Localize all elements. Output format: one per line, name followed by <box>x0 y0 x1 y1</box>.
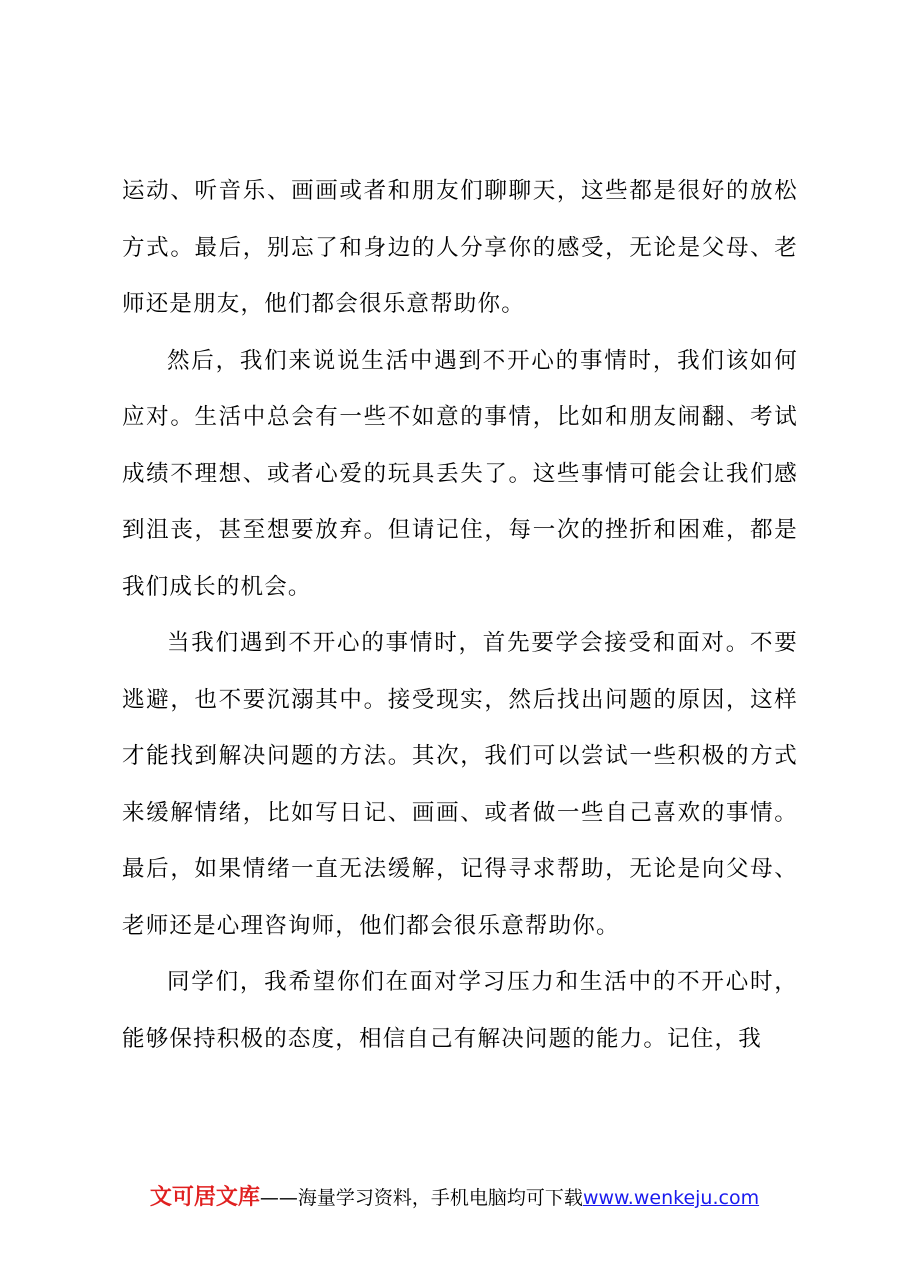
paragraph-2: 然后，我们来说说生活中遇到不开心的事情时，我们该如何应对。生活中总会有一些不如意的事情，比如和朋友闹翻、考试成绩不理想、或者心爱的玩具丢失了。这些事情可能会让我们感到沮丧，甚至想要放弃。但请记住，每一次的挫折和困难，都是我们成长的机会。 <box>122 347 798 600</box>
paragraph-4: 同学们，我希望你们在面对学习压力和生活中的不开心时，能够保持积极的态度，相信自己有解决问题的能力。记住，我 <box>122 969 798 1052</box>
footer-brand: 文可居文库 <box>149 1185 260 1210</box>
footer-link[interactable]: www.wenkeju.com <box>582 1187 760 1209</box>
paragraph-3: 当我们遇到不开心的事情时，首先要学会接受和面对。不要逃避，也不要沉溺其中。接受现实，然后找出问题的原因，这样才能找到解决问题的方法。其次，我们可以尝试一些积极的方式来缓解情绪，比如写日记、画画、或者做一些自己喜欢的事情。最后，如果情绪一直无法缓解，记得寻求帮助，无论是向父母、老师还是心理咨询师，他们都会很乐意帮助你。 <box>122 630 798 939</box>
paragraph-1: 运动、听音乐、画画或者和朋友们聊聊天，这些都是很好的放松方式。最后，别忘了和身边的人分享你的感受，无论是父母、老师还是朋友，他们都会很乐意帮助你。 <box>122 178 798 317</box>
document-body <box>122 163 798 1067</box>
footer-tagline: ——海量学习资料，手机电脑均可下载 <box>259 1187 583 1209</box>
page-footer <box>0 1180 909 1211</box>
